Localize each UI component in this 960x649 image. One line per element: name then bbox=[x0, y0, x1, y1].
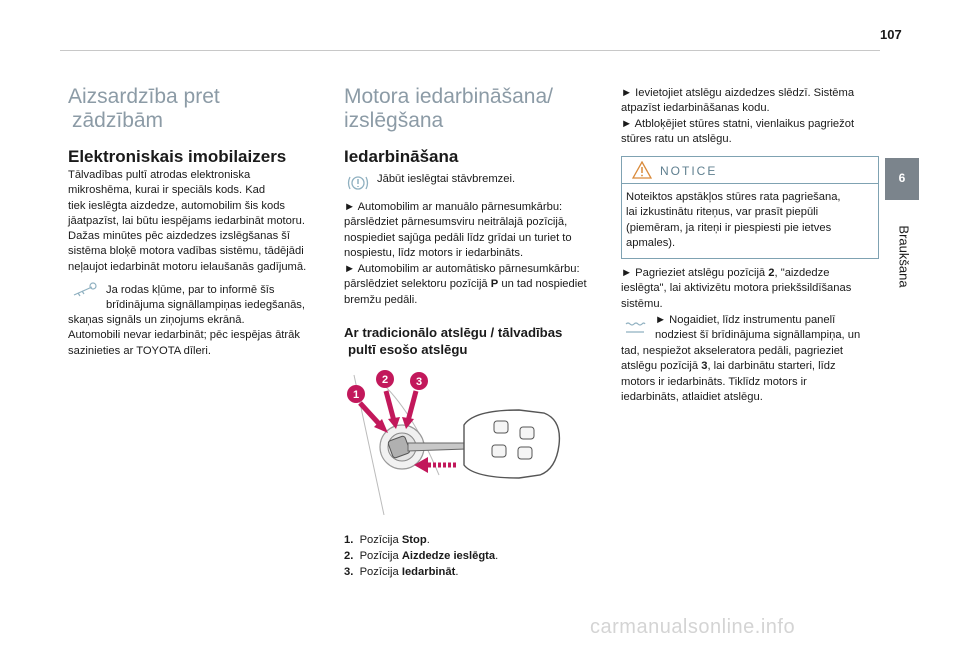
page-number: 107 bbox=[880, 27, 902, 42]
text-segment: atslēgu pozīcijā bbox=[621, 360, 702, 373]
text-line: motors ir iedarbināts. Tiklīdz motors ir bbox=[621, 375, 807, 388]
text-segment: pārslēdziet selektoru pozīcijā bbox=[344, 278, 491, 291]
list-number: 1. bbox=[344, 534, 354, 546]
text-line: jāatpazīst, lai būtu iespējams iedarbināt motoru. bbox=[68, 214, 305, 227]
text-line: pārslēdziet pārnesumsviru neitrālajā pozīcijā, bbox=[344, 216, 568, 229]
section-title-line: Aizsardzība pret bbox=[68, 85, 220, 108]
fob-button bbox=[520, 427, 534, 439]
key-warning-icon bbox=[72, 281, 98, 299]
text-segment: ► Pagrieziet atslēgu pozīcijā bbox=[621, 267, 769, 279]
text-segment: . bbox=[455, 566, 459, 578]
remote-fob bbox=[464, 410, 559, 478]
text-segment: , lai darbinātu starteri, līdz bbox=[707, 360, 836, 373]
text-segment: , "aizdedze bbox=[774, 267, 830, 279]
paragraph-automatic-gearbox bbox=[344, 262, 610, 308]
text-line: ieslēgta", lai aktivizētu motora priekšsildīšanas bbox=[621, 282, 852, 295]
text-bold: Aizdedze ieslēgta bbox=[401, 550, 496, 562]
text-line: nospiestu, līdz motors ir iedarbināts. bbox=[344, 246, 524, 259]
section-title-engine-start bbox=[344, 85, 553, 133]
text-line: Ja rodas kļūme, par to informē šīs bbox=[106, 284, 275, 296]
fob-button bbox=[494, 421, 508, 433]
text-line: apmales). bbox=[626, 236, 676, 249]
text-line: iedarbināts, atlaidiet atslēgu. bbox=[621, 390, 763, 403]
chapter-label-text: Braukšana bbox=[896, 225, 912, 288]
text-segment: Pozīcija bbox=[359, 534, 402, 546]
subtitle-starting: Iedarbināšana bbox=[344, 147, 459, 166]
text-bold: Iedarbināt bbox=[401, 566, 456, 578]
notice-title: NOTICE bbox=[660, 164, 718, 178]
position-arrow-2 bbox=[386, 391, 394, 421]
text-line bbox=[621, 359, 887, 374]
chapter-label bbox=[893, 215, 913, 305]
notice-box bbox=[621, 156, 879, 259]
callout-label-2: 2 bbox=[381, 374, 389, 386]
text-line: ► Automobilim ar automātisko pārnesumkārbu: bbox=[344, 263, 580, 275]
paragraph-fault-indented bbox=[106, 283, 330, 314]
list-number: 3. bbox=[344, 566, 354, 578]
callout-label-1: 1 bbox=[352, 389, 360, 401]
notice-body bbox=[626, 190, 874, 251]
text-segment: . bbox=[495, 550, 499, 562]
text-line: tad, nespiežot akseleratora pedāli, pagrieziet bbox=[621, 345, 844, 357]
text-bold: P bbox=[490, 278, 499, 291]
text-line: ► Automobilim ar manuālo pārnesumkārbu: bbox=[344, 201, 563, 213]
paragraph-start-engine bbox=[621, 344, 887, 405]
note-parking-brake: Jābūt ieslēgtai stāvbremzei. bbox=[377, 173, 516, 185]
fob-button bbox=[518, 447, 532, 459]
text-line: neļaujot iedarbināt motoru ielaušanās gadījumā. bbox=[68, 260, 307, 273]
section-title-line: izslēgšana bbox=[344, 109, 444, 132]
paragraph-insert-key bbox=[621, 86, 887, 147]
text-line: ► Ievietojiet atslēgu aizdedzes slēdzī. Sistēma bbox=[621, 87, 855, 99]
paragraph-manual-gearbox bbox=[344, 200, 610, 261]
text-bold: Stop bbox=[401, 534, 427, 546]
text-line: skaņas signāls un ziņojums ekrānā. bbox=[68, 314, 245, 326]
fob-button bbox=[492, 445, 506, 457]
text-line: ► Nogaidiet, līdz instrumentu panelī bbox=[655, 314, 836, 326]
parking-brake-icon bbox=[347, 174, 369, 192]
text-line: atpazīst iedarbināšanas kodu. bbox=[621, 102, 770, 115]
text-line bbox=[621, 266, 887, 281]
text-line: Noteiktos apstākļos stūres rata pagriešana, bbox=[626, 191, 841, 203]
text-line: bremžu pedāli. bbox=[344, 293, 418, 306]
paragraph-wait-lamp-indented bbox=[655, 313, 887, 344]
section-title-anti-theft bbox=[68, 85, 220, 133]
warning-triangle-icon bbox=[632, 161, 652, 179]
text-segment: . bbox=[426, 534, 430, 546]
text-line: ► Atbloķējiet stūres statni, vienlaikus pagriežot bbox=[621, 117, 855, 130]
text-line: stūres ratu un atslēgu. bbox=[621, 132, 732, 145]
text-segment: Pozīcija bbox=[359, 566, 402, 578]
heading-line: Ar tradicionālo atslēgu / tālvadības bbox=[344, 325, 563, 340]
ignition-key-illustration bbox=[344, 365, 606, 515]
text-line: nodziest šī brīdinājuma signāllampiņa, un bbox=[655, 329, 861, 342]
text-line: Automobili nevar iedarbināt; pēc iespējas ātrāk bbox=[68, 329, 300, 342]
chapter-tab[interactable] bbox=[885, 158, 919, 200]
preheat-lamp-icon bbox=[623, 320, 647, 336]
text-line: brīdinājuma signāllampiņas iedegšanās, bbox=[106, 299, 306, 312]
list-number: 2. bbox=[344, 550, 354, 562]
notice-header bbox=[622, 157, 878, 184]
text-line: sistēmu. bbox=[621, 297, 663, 310]
list-item bbox=[344, 565, 458, 580]
key-blade bbox=[408, 443, 466, 451]
section-title-line: Motora iedarbināšana/ bbox=[344, 85, 553, 108]
text-bold: 2 bbox=[768, 267, 775, 279]
position-arrow-3 bbox=[408, 391, 416, 421]
text-line: sistēma bloķē motora vadības sistēmu, tādējādi bbox=[68, 245, 304, 258]
list-item bbox=[344, 533, 430, 548]
heading-key-type bbox=[344, 324, 610, 358]
heading-line: pultī esošo atslēgu bbox=[348, 342, 468, 357]
text-segment: un tad nospiediet bbox=[498, 278, 587, 291]
paragraph-immobiliser bbox=[68, 168, 330, 275]
text-bold: 3 bbox=[701, 360, 708, 373]
list-item bbox=[344, 549, 498, 564]
paragraph-preheat bbox=[621, 266, 887, 312]
subtitle-immobiliser: Elektroniskais imobilaizers bbox=[68, 147, 287, 166]
text-segment: Pozīcija bbox=[359, 550, 402, 562]
text-line: mikroshēma, kurai ir speciāls kods. Kad bbox=[68, 184, 266, 197]
callout-label-3: 3 bbox=[415, 376, 423, 388]
paragraph-fault bbox=[68, 313, 330, 359]
text-line: Dažas minūtes pēc aizdedzes izslēgšanas šī bbox=[68, 230, 290, 243]
section-title-line: zādzībām bbox=[72, 109, 164, 132]
text-line: (piemēram, ja riteņi ir piespiesti pie ietves bbox=[626, 221, 832, 234]
watermark: carmanualsonline.info bbox=[590, 616, 796, 638]
text-line: tiek ieslēgta aizdedze, automobilim šis kods bbox=[68, 199, 286, 212]
chapter-number: 6 bbox=[898, 171, 906, 185]
text-line: sazinieties ar TOYOTA dīleri. bbox=[68, 344, 212, 357]
top-divider bbox=[60, 50, 880, 51]
text-line: Tālvadības pultī atrodas elektroniska bbox=[68, 169, 251, 181]
text-line bbox=[344, 277, 610, 292]
text-line: lai izkustinātu riteņus, var prasīt piepūli bbox=[626, 206, 819, 219]
text-line: nospiediet sajūga pedāli līdz grīdai un turiet to bbox=[344, 231, 572, 244]
